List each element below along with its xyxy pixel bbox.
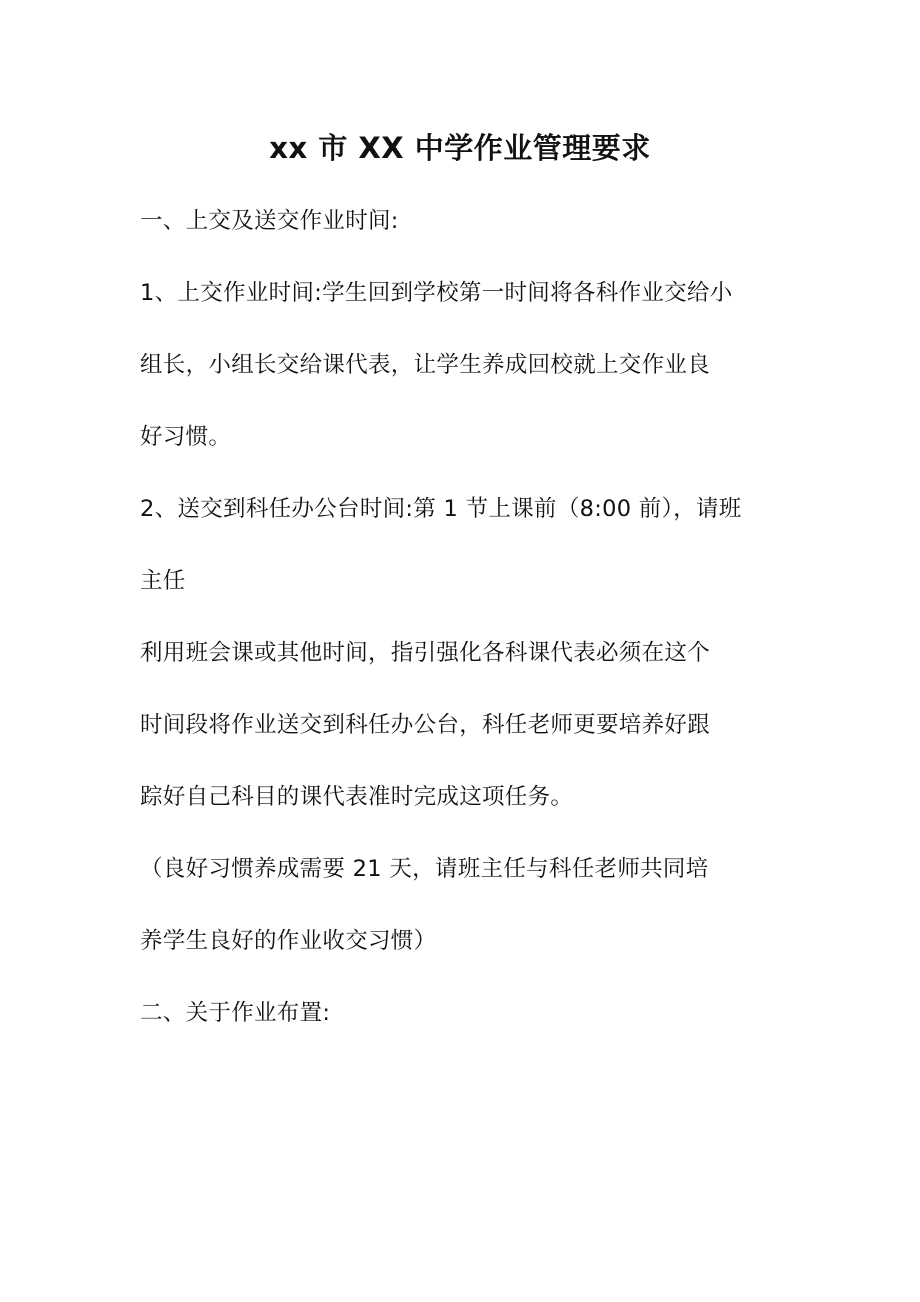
document-title: xx 市 XX 中学作业管理要求 <box>269 131 651 165</box>
paragraph-line: 利用班会课或其他时间，指引强化各科课代表必须在这个 <box>140 640 711 666</box>
paragraph-line: 踪好自己科目的课代表准时完成这项任务。 <box>140 784 574 810</box>
section-heading-1: 一、上交及送交作业时间: <box>140 208 399 234</box>
paragraph-line: 组长，小组长交给课代表，让学生养成回校就上交作业良 <box>140 352 711 378</box>
paragraph-line: 1、上交作业时间:学生回到学校第一时间将各科作业交给小 <box>140 280 733 306</box>
section-heading-2: 二、关于作业布置: <box>140 1000 331 1026</box>
paragraph-line: 主任 <box>140 568 186 594</box>
paragraph-line: 2、送交到科任办公台时间:第 1 节上课前（8:00 前），请班 <box>140 496 742 522</box>
note-line: （良好习惯养成需要 21 天，请班主任与科任老师共同培 <box>140 856 709 882</box>
paragraph-line: 好习惯。 <box>140 424 232 450</box>
note-line: 养学生良好的作业收交习惯） <box>140 928 437 954</box>
paragraph-line: 时间段将作业送交到科任办公台，科任老师更要培养好跟 <box>140 712 711 738</box>
